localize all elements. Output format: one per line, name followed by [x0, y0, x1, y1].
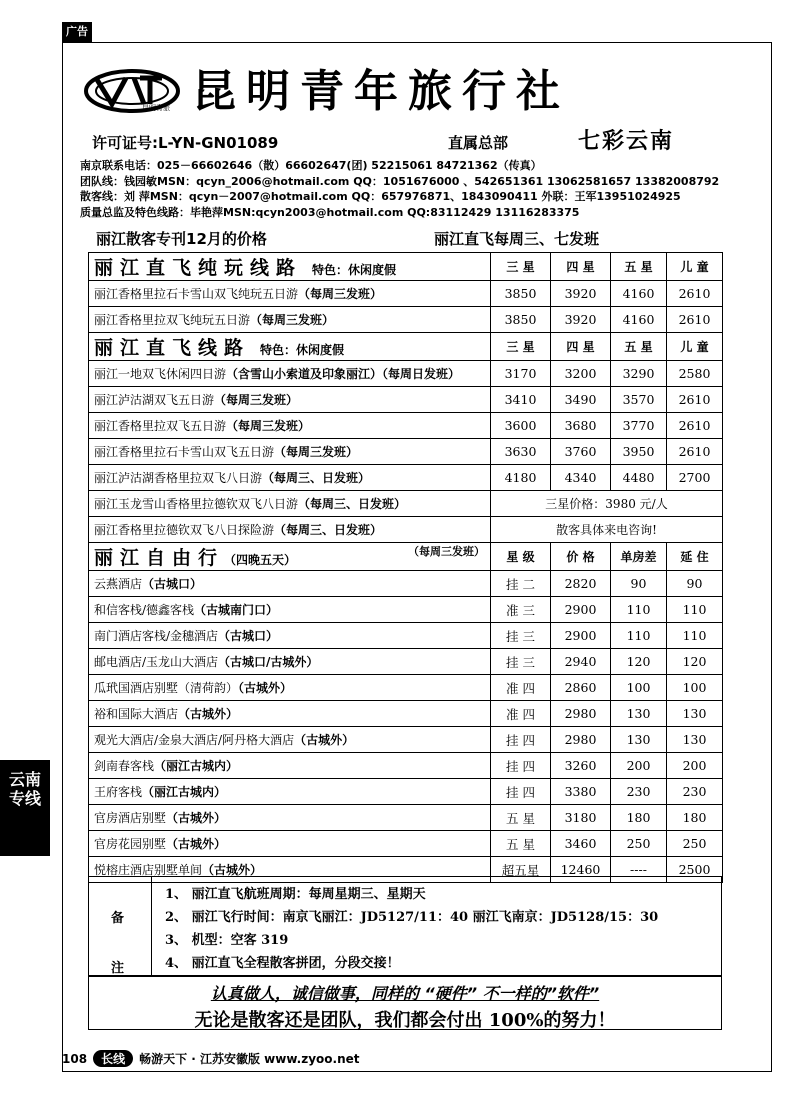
table-row	[89, 597, 723, 623]
route-note: （每周三发班）	[214, 393, 299, 407]
slogan: 七彩云南	[578, 129, 675, 154]
extend-stay-cell: 90	[667, 571, 723, 597]
hotel-location: （古城外）	[294, 733, 355, 747]
extend-stay-cell: 100	[667, 675, 723, 701]
extend-stay-cell: 130	[667, 701, 723, 727]
route-note: （每周三发班）	[250, 313, 335, 327]
extend-stay-cell: 180	[667, 805, 723, 831]
table-row	[89, 753, 723, 779]
remark-line: 2、 丽江飞行时间：南京飞丽江：JD5127/11：40 丽江飞南京：JD5128/15：30	[165, 910, 659, 925]
star-cell: 挂 三	[491, 649, 551, 675]
flight-schedule-title: 丽江直飞每周三、七发班	[434, 230, 600, 248]
price-cell: 3490	[551, 387, 611, 413]
star-cell: 挂 四	[491, 727, 551, 753]
single-supplement-cell: 200	[611, 753, 667, 779]
price-cell: 2980	[551, 727, 611, 753]
price-cell: 3170	[491, 361, 551, 387]
hotel-name: 王府客栈	[94, 785, 143, 799]
single-supplement-cell: 130	[611, 701, 667, 727]
page-footer	[62, 1050, 360, 1067]
price-cell: 4160	[611, 281, 667, 307]
single-supplement-cell: 120	[611, 649, 667, 675]
price-cell: 4480	[611, 465, 667, 491]
price-info-cell: 散客具体来电咨询!	[491, 517, 723, 543]
price-cell: 2610	[667, 307, 723, 333]
hotel-location: （古城口）	[218, 629, 279, 643]
side-tab-line: 云南	[8, 770, 41, 789]
route-name: 丽江一地双飞休闲四日游	[94, 367, 227, 381]
star-cell: 五 星	[491, 805, 551, 831]
single-supplement-cell: 100	[611, 675, 667, 701]
star-cell: 挂 二	[491, 571, 551, 597]
hotel-location: （古城外）	[166, 811, 227, 825]
price-cell: 2860	[551, 675, 611, 701]
hotel-name: 官房花园别墅	[94, 837, 167, 851]
closing-line-2: 无论是散客还是团队，我们都会付出 100%的努力！	[194, 1010, 616, 1031]
closing-line-1: 认真做人，诚信做事，同样的 “硬件” 不一样的”软件”	[210, 984, 600, 1003]
hotel-location: （古城外）	[166, 837, 227, 851]
route-note: （每周三发班）	[226, 419, 311, 433]
route-note: （每周三发班）	[274, 445, 359, 459]
table-row	[89, 491, 723, 517]
route-note: （每周三、日发班）	[298, 497, 407, 511]
single-supplement-cell: 250	[611, 831, 667, 857]
single-supplement-cell: 180	[611, 805, 667, 831]
price-cell: 2610	[667, 413, 723, 439]
price-cell: 3770	[611, 413, 667, 439]
column-header: 儿 童	[667, 333, 723, 361]
table-row	[89, 805, 723, 831]
price-cell: 2980	[551, 701, 611, 727]
contact-info	[80, 158, 719, 220]
single-supplement-cell: 110	[611, 597, 667, 623]
section-subtitle: （四晚五天）	[224, 553, 297, 567]
section-header	[89, 333, 723, 361]
price-cell: 3850	[491, 307, 551, 333]
star-cell: 挂 四	[491, 753, 551, 779]
extend-stay-cell: 230	[667, 779, 723, 805]
price-cell: 2900	[551, 623, 611, 649]
remark-line: 4、 丽江直飞全程散客拼团，分段交接！	[165, 956, 400, 971]
table-row	[89, 439, 723, 465]
footer-text: 畅游天下 · 江苏安徽版 www.zyoo.net	[139, 1052, 360, 1066]
price-cell: 3200	[551, 361, 611, 387]
column-header: 五 星	[611, 253, 667, 281]
route-note: （每周三、日发班）	[274, 523, 383, 537]
hotel-name: 观光大酒店/金泉大酒店/阿丹格大酒店	[94, 733, 295, 747]
license-number: 许可证号:L-YN-GN01089	[92, 134, 279, 152]
price-cell: 3290	[611, 361, 667, 387]
remarks-box	[88, 876, 722, 976]
single-supplement-cell: 230	[611, 779, 667, 805]
extend-stay-cell: 110	[667, 623, 723, 649]
price-cell: 3260	[551, 753, 611, 779]
route-name: 丽江玉龙雪山香格里拉德钦双飞八日游	[94, 497, 299, 511]
company-logo	[82, 68, 182, 114]
hotel-location: （古城口）	[142, 577, 203, 591]
table-row	[89, 727, 723, 753]
price-cell: 2610	[667, 281, 723, 307]
remarks-label-top: 备	[111, 911, 125, 926]
table-row	[89, 779, 723, 805]
side-tab-line: 专线	[8, 789, 41, 808]
table-row	[89, 361, 723, 387]
price-cell: 3410	[491, 387, 551, 413]
hotel-name: 裕和国际大酒店	[94, 707, 179, 721]
price-cell: 3850	[491, 281, 551, 307]
remarks-label-bottom: 注	[111, 961, 125, 976]
table-row	[89, 413, 723, 439]
route-name: 丽江泸沽湖香格里拉双飞八日游	[94, 471, 263, 485]
price-cell: 3380	[551, 779, 611, 805]
column-header: 四 星	[551, 253, 611, 281]
route-name: 丽江泸沽湖双飞五日游	[94, 393, 215, 407]
extend-stay-cell: 110	[667, 597, 723, 623]
price-cell: 4340	[551, 465, 611, 491]
price-cell: 4160	[611, 307, 667, 333]
column-header: 三 星	[491, 333, 551, 361]
price-cell: 3570	[611, 387, 667, 413]
price-cell: 2700	[667, 465, 723, 491]
remark-line: 3、 机型：空客 319	[165, 933, 289, 948]
price-cell: 12460	[551, 857, 611, 883]
table-row	[89, 831, 723, 857]
single-supplement-cell: 90	[611, 571, 667, 597]
hotel-name: 官房酒店别墅	[94, 811, 167, 825]
route-name: 丽江香格里拉石卡雪山双飞五日游	[94, 445, 275, 459]
hotel-name: 悦榕庄酒店别墅单间	[94, 863, 203, 877]
price-cell: 3950	[611, 439, 667, 465]
extend-stay-cell: 2500	[667, 857, 723, 883]
ad-tag: 广告	[62, 22, 92, 42]
footer-pill: 长线	[93, 1050, 133, 1067]
column-header: 价 格	[551, 543, 611, 571]
remarks-list	[165, 883, 658, 975]
extend-stay-cell: 130	[667, 727, 723, 753]
company-name: 昆明青年旅行社	[192, 66, 570, 117]
table-row	[89, 465, 723, 491]
contact-line: 散客线：刘 萍MSN：qcyn－2007@hotmail.com QQ：657976871、1843090411 外联：王军13951024925	[80, 190, 681, 203]
hotel-location: （古城口/古城外）	[218, 655, 319, 669]
route-note: （含雪山小索道及印象丽江）（每周日发班）	[226, 367, 461, 381]
headquarters-label: 直属总部	[448, 134, 509, 152]
contact-line: 团队线：钱园敏MSN：qcyn_2006@hotmail.com QQ：1051676000 、542651361 13062581657 13382008792	[80, 174, 720, 188]
price-cell: 2940	[551, 649, 611, 675]
price-cell: 2610	[667, 439, 723, 465]
section-schedule: （每周三发班）	[408, 545, 485, 558]
section-feature: 特色：休闲度假	[260, 343, 345, 357]
hotel-name: 瓜玳国酒店别墅（清荷韵）	[94, 681, 239, 695]
column-header: 儿 童	[667, 253, 723, 281]
price-cell: 3460	[551, 831, 611, 857]
price-table	[88, 252, 723, 883]
price-cell: 2820	[551, 571, 611, 597]
price-cell: 3760	[551, 439, 611, 465]
extend-stay-cell: 200	[667, 753, 723, 779]
extend-stay-cell: 250	[667, 831, 723, 857]
price-cell: 3630	[491, 439, 551, 465]
column-header: 四 星	[551, 333, 611, 361]
page-number: 108	[62, 1052, 88, 1066]
hotel-location: （古城外）	[238, 681, 293, 695]
route-name: 丽江香格里拉双飞五日游	[94, 419, 227, 433]
remarks-label	[89, 877, 152, 975]
section-title: 丽江直飞纯玩线路	[94, 257, 303, 279]
single-supplement-cell: 130	[611, 727, 667, 753]
edition-title: 丽江散客专刊12月的价格	[96, 230, 267, 248]
contact-line: 质量总监及特色线路：毕艳萍MSN:qcyn2003@hotmail.com QQ:83112429 13116283375	[80, 205, 580, 219]
price-cell: 2580	[667, 361, 723, 387]
section-header	[89, 543, 723, 571]
column-header: 星 级	[491, 543, 551, 571]
price-cell: 4180	[491, 465, 551, 491]
route-name: 丽江香格里拉双飞纯玩五日游	[94, 313, 251, 327]
table-row	[89, 387, 723, 413]
hotel-name: 邮电酒店/玉龙山大酒店	[94, 655, 219, 669]
star-cell: 准 四	[491, 675, 551, 701]
route-name: 丽江香格里拉石卡雪山双飞纯玩五日游	[94, 287, 299, 301]
table-row	[89, 307, 723, 333]
logo-text: 昆明青旅	[142, 104, 170, 112]
column-header: 三 星	[491, 253, 551, 281]
price-cell: 3920	[551, 281, 611, 307]
section-feature: 特色：休闲度假	[312, 263, 397, 277]
contact-line: 南京联系电话：025－66602646（散）66602647(团) 52215061 84721362（传真）	[80, 159, 542, 172]
table-row	[89, 623, 723, 649]
hotel-name: 云燕酒店	[94, 577, 143, 591]
table-row	[89, 517, 723, 543]
hotel-name: 和信客栈/德鑫客栈	[94, 603, 195, 617]
column-header: 五 星	[611, 333, 667, 361]
star-cell: 准 四	[491, 701, 551, 727]
table-row	[89, 649, 723, 675]
star-cell: 五 星	[491, 831, 551, 857]
column-header: 延 住	[667, 543, 723, 571]
column-header: 单房差	[611, 543, 667, 571]
price-cell: 3680	[551, 413, 611, 439]
hotel-name: 剑南春客栈	[94, 759, 155, 773]
price-cell: 2610	[667, 387, 723, 413]
table-row	[89, 571, 723, 597]
section-title: 丽江直飞线路	[94, 337, 251, 359]
table-row	[89, 281, 723, 307]
remark-line: 1、 丽江直飞航班周期：每周星期三、星期天	[165, 887, 426, 902]
price-cell: 3180	[551, 805, 611, 831]
price-cell: 2900	[551, 597, 611, 623]
star-cell: 挂 三	[491, 623, 551, 649]
hotel-location: （古城外）	[178, 707, 239, 721]
hotel-name: 南门酒店客栈/金穗酒店	[94, 629, 219, 643]
star-cell: 超五星	[491, 857, 551, 883]
extend-stay-cell: 120	[667, 649, 723, 675]
hotel-location: （古城外）	[202, 863, 263, 877]
hotel-location: （丽江古城内）	[142, 785, 227, 799]
section-header	[89, 253, 723, 281]
price-info-cell: 三星价格：3980 元/人	[491, 491, 723, 517]
hotel-location: （丽江古城内）	[154, 759, 239, 773]
star-cell: 准 三	[491, 597, 551, 623]
table-row	[89, 675, 723, 701]
route-note: （每周三、日发班）	[262, 471, 371, 485]
price-cell: 3920	[551, 307, 611, 333]
hotel-location: （古城南门口）	[194, 603, 279, 617]
side-tab	[0, 760, 50, 856]
single-supplement-cell: ----	[611, 857, 667, 883]
section-title: 丽江自由行	[94, 547, 225, 569]
price-cell: 3600	[491, 413, 551, 439]
route-note: （每周三发班）	[298, 287, 383, 301]
table-row	[89, 701, 723, 727]
single-supplement-cell: 110	[611, 623, 667, 649]
star-cell: 挂 四	[491, 779, 551, 805]
closing-slogan	[88, 976, 722, 1030]
route-name: 丽江香格里拉德钦双飞八日探险游	[94, 523, 275, 537]
